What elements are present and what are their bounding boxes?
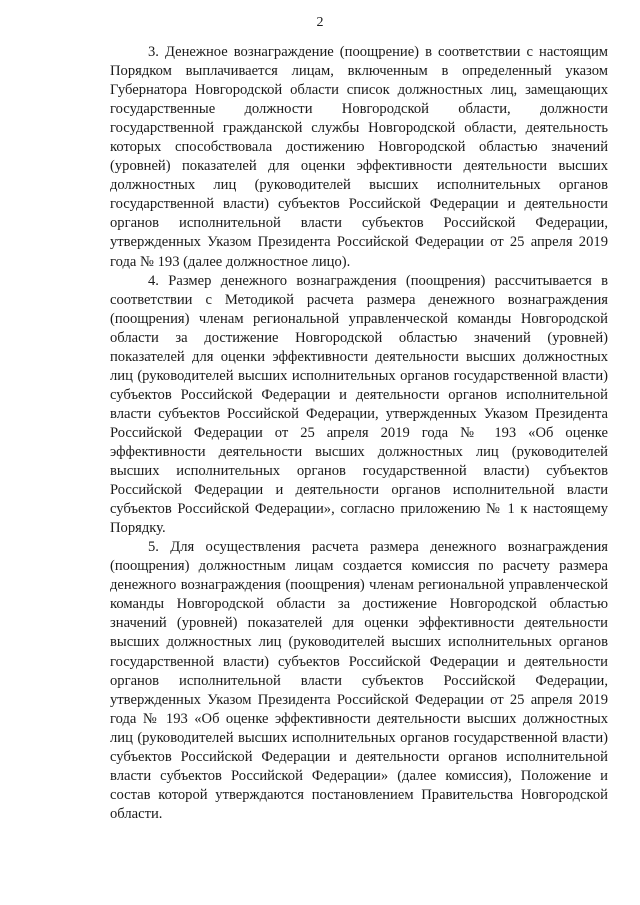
page-number: 2 bbox=[316, 15, 324, 30]
paragraph-5: 5. Для осуществления расчета размера денежного вознаграждения (поощрения) должностным лицам создается комиссия по расчету размера денежного вознаграждения (поощрения) членам региональной управленческой команды Новгородской области за достижение Новгородской областью значений (уровней) показателей для оценки эффективности деятельности высших должностных лиц (руководителей высших исполнительных органов государственной власти) субъектов Российской Федерации и деятельности органов исполнительной власти субъектов Российской Федерации, утвержденных Указом Президента Российской Федерации от 25 апреля 2019 года № 193 «Об оценке эффективности деятельности высших должностных лиц (руководителей высших исполнительных органов государственной власти) субъектов Российской Федерации и деятельности органов исполнительной власти субъектов Российской Федерации» (далее комиссия), Положение и состав которой утверждаются постановлением Правительства Новгородской области. bbox=[110, 539, 608, 822]
document-body bbox=[110, 43, 608, 824]
paragraph-3: 3. Денежное вознаграждение (поощрение) в соответствии с настоящим Порядком выплачивается лицам, включенным в определенный указом Губернатора Новгородской области список должностных лиц, замещающих государственные должности Новгородской области, должности государственной гражданской службы Новгородской области, деятельность которых способствовала достижению Новгородской областью значений (уровней) показателей для оценки эффективности деятельности высших должностных лиц (руководителей высших исполнительных органов государственной власти) субъектов Российской Федерации и деятельности органов исполнительной власти субъектов Российской Федерации, утвержденных Указом Президента Российской Федерации от 25 апреля 2019 года № 193 (далее должностное лицо). bbox=[110, 44, 608, 270]
paragraph-4: 4. Размер денежного вознаграждения (поощрения) рассчитывается в соответствии с Методикой расчета размера денежного вознаграждения (поощрения) членам региональной управленческой команды Новгородской области за достижение Новгородской областью значений (уровней) показателей для оценки эффективности деятельности высших должностных лиц (руководителей высших исполнительных органов государственной власти) субъектов Российской Федерации и деятельности органов исполнительной власти субъектов Российской Федерации, утвержденных Указом Президента Российской Федерации от 25 апреля 2019 года № 193 «Об оценке эффективности деятельности высших должностных лиц (руководителей высших исполнительных органов государственной власти) субъектов Российской Федерации и деятельности органов исполнительной власти субъектов Российской Федерации», согласно приложению № 1 к настоящему Порядку. bbox=[110, 272, 608, 537]
